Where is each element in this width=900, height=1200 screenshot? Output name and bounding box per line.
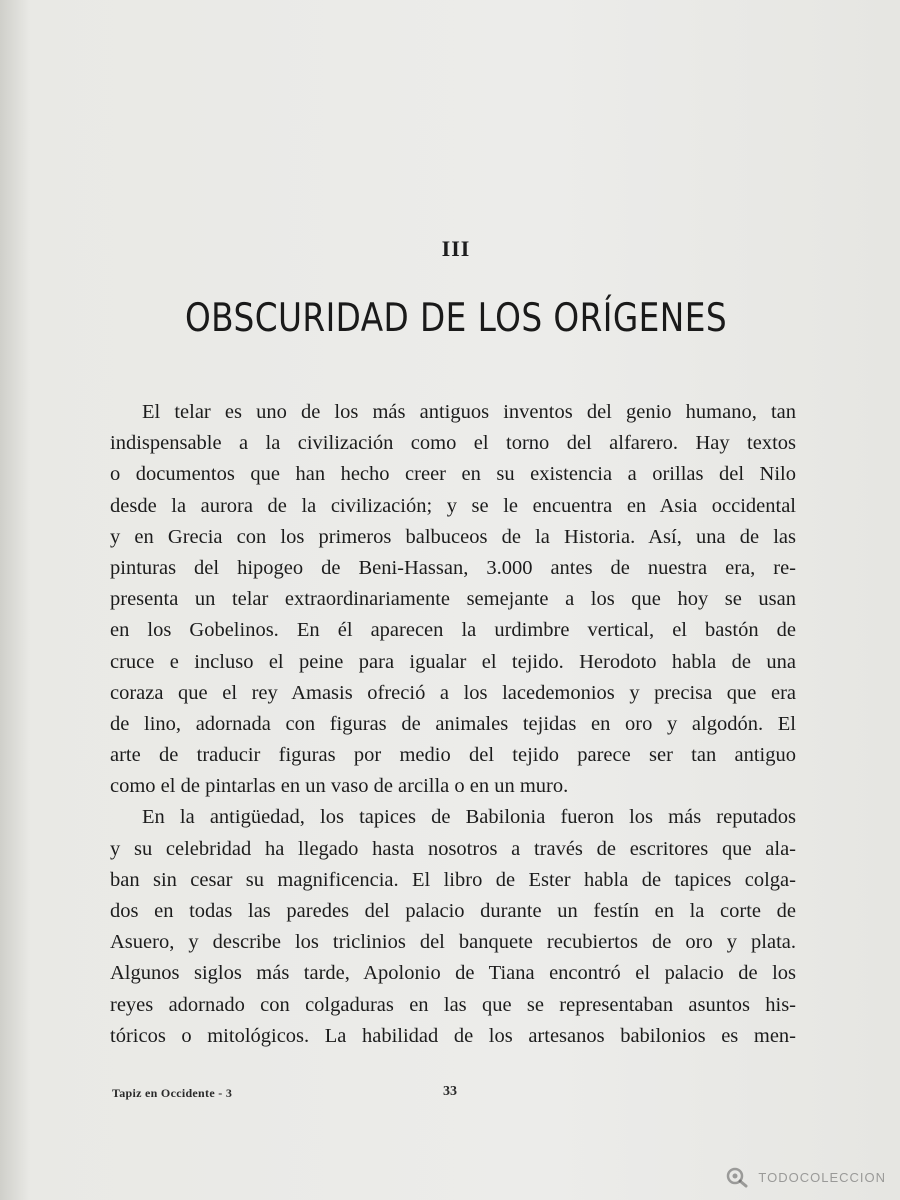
watermark xyxy=(724,1166,886,1188)
text-line: En la antigüedad, los tapices de Babilonia fueron los más reputados xyxy=(142,806,796,829)
text-line: El telar es uno de los más antiguos inventos del genio humano, tan xyxy=(142,401,796,423)
text-line: tóricos o mitológicos. La habilidad de los artesanos babilonios es men- xyxy=(110,1024,796,1047)
chapter-title: OBSCURIDAD DE LOS ORÍGENES xyxy=(184,296,728,341)
text-line: y su celebridad ha llegado hasta nosotros a través de escritores que ala- xyxy=(110,837,796,860)
text-line: cruce e incluso el peine para igualar el tejido. Herodoto habla de una xyxy=(110,650,796,673)
magnifier-logo-icon xyxy=(724,1166,752,1188)
watermark-text: TODOCOLECCION xyxy=(758,1169,886,1185)
text-line: como el de pintarlas en un vaso de arcilla o en un muro. xyxy=(110,775,569,798)
text-line: en los Gobelinos. En él aparecen la urdimbre vertical, el bastón de xyxy=(110,619,796,642)
chapter-number: III xyxy=(441,236,471,261)
text-line: desde la aurora de la civilización; y se le encuentra en Asia occidental xyxy=(110,494,796,517)
text-line: Asuero, y describe los triclinios del banquete recubiertos de oro y plata. xyxy=(110,931,796,954)
text-line: indispensable a la civilización como el torno del alfarero. Hay textos xyxy=(110,432,796,455)
text-line: de lino, adornada con figuras de animales tejidas en oro y algodón. El xyxy=(110,712,796,735)
text-line: presenta un telar extraordinariamente semejante a los que hoy se usan xyxy=(110,588,796,611)
text-line: pinturas del hipogeo de Beni-Hassan, 3.000 antes de nuestra era, re- xyxy=(110,556,796,579)
text-line: ban sin cesar su magnificencia. El libro de Ester habla de tapices colga- xyxy=(110,868,796,891)
text-line: Algunos siglos más tarde, Apolonio de Tiana encontró el palacio de los xyxy=(110,962,796,985)
text-line: o documentos que han hecho creer en su existencia a orillas del Nilo xyxy=(110,463,796,486)
running-title: Tapiz en Occidente - 3 xyxy=(112,1086,233,1100)
text-line: coraza que el rey Amasis ofreció a los lacedemonios y precisa que era xyxy=(110,681,796,704)
text-line: reyes adornado con colgaduras en las que se representaban asuntos his- xyxy=(110,993,796,1016)
page-number: 33 xyxy=(443,1084,457,1099)
text-line: dos en todas las paredes del palacio durante un festín en la corte de xyxy=(110,900,796,922)
text-line: arte de traducir figuras por medio del tejido parece ser tan antiguo xyxy=(110,744,796,767)
text-line: y en Grecia con los primeros balbuceos de la Historia. Así, una de las xyxy=(110,525,796,548)
body-text xyxy=(110,397,796,1052)
